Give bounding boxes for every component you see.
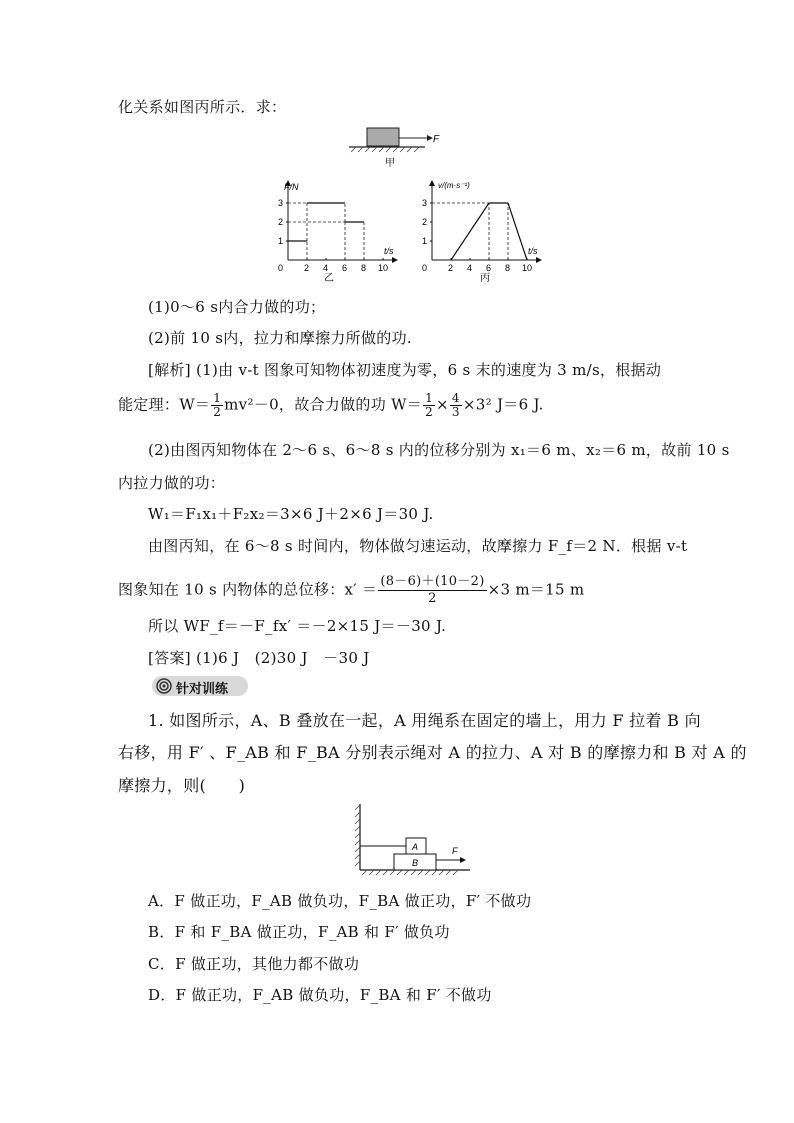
analysis-line-3: (2)由图丙知物体在 2～6 s、6～8 s 内的位移分别为 x₁＝6 m、x₂＝6 m，故前 10 s (148, 441, 730, 459)
figure-ab (346, 802, 476, 878)
y-tick-label: 1 (422, 236, 428, 246)
fraction-half-2: $\frac{1}{2}$ (425, 391, 434, 419)
x-tick-label: 0 (422, 263, 428, 273)
x-tick-label: 2 (448, 263, 454, 273)
x-tick-label: 2 (304, 263, 310, 273)
answer-text: (1)6 J (2)30 J －30 J (195, 649, 370, 667)
caption-yi: 乙 (324, 273, 334, 284)
problem-1-line-2: 右移，用 F′ 、F_AB 和 F_BA 分别表示绳对 A 的拉力、A 对 B 的摩擦力和 B 对 A 的 (118, 743, 747, 762)
chart-bing (412, 178, 552, 284)
x-tick-label: 6 (486, 263, 492, 273)
practice-badge-label: 针对训练 (176, 682, 229, 697)
practice-badge (152, 676, 248, 696)
y-axis-label: F/N (284, 182, 299, 192)
analysis-text-1: (1)由 v-t 图象可知物体初速度为零，6 s 末的速度为 3 m/s，根据动 (195, 361, 662, 379)
target-icon (156, 678, 172, 694)
y-tick-label: 1 (278, 236, 284, 246)
x-axis-label: t/s (384, 246, 394, 256)
analysis-line-4: 内拉力做的功： (118, 474, 226, 492)
fraction-displacement: $\frac{(8-6)+(10-2)}{2}$ (380, 574, 485, 606)
y-tick-label: 2 (278, 217, 284, 227)
ground-hatch (351, 147, 419, 152)
analysis-line-8: 所以 WF_f＝－F_fx′ ＝－2×15 J＝－30 J. (148, 617, 447, 635)
x-tick-label: 10 (522, 263, 533, 273)
x-axis-arrow (392, 257, 398, 263)
fraction-four-thirds: $\frac{4}{3}$ (451, 391, 460, 419)
x-tick-label: 4 (323, 263, 329, 273)
force-arrowhead (460, 857, 466, 863)
fraction-half: $\frac{1}{2}$ (213, 391, 222, 419)
analysis-line-2: 能定理：W＝ $\frac{1}{2}$ mv²－0，故合力做的功 W＝ $\frac{1}{2}$ × $\frac{4}{3}$ ×3² J＝6 J. (118, 391, 544, 419)
x-axis-label: t/s (528, 246, 538, 256)
figure-jia (345, 122, 445, 170)
label-b: B (412, 858, 419, 868)
answer-line (148, 647, 370, 668)
problem-1-line-1: 1. 如图所示，A、B 叠放在一起，A 用绳系在固定的墙上，用力 F 拉着 B 向 (148, 711, 701, 730)
wall-hatch (355, 805, 360, 866)
x-tick-label: 10 (378, 263, 389, 273)
analysis-line-6: 由图丙知，在 6～8 s 时间内，物体做匀速运动，故摩擦力 F_f＝2 N．根据 v-t (148, 537, 688, 555)
y-tick-label: 3 (422, 198, 428, 208)
block (367, 128, 399, 146)
question-1: (1)0～6 s内合力做的功； (148, 298, 326, 316)
series-segment (508, 203, 527, 260)
x-tick-label: 4 (467, 263, 473, 273)
option-b: B．F 和 F_BA 做正功，F_AB 和 F′ 做负功 (148, 923, 450, 941)
analysis-line-5: W₁＝F₁x₁＋F₂x₂＝3×6 J＋2×6 J＝30 J. (148, 505, 434, 523)
x-axis-arrow (536, 257, 542, 263)
chart-yi (268, 178, 408, 284)
x-tick-label: 0 (278, 263, 284, 273)
problem-1-line-3: 摩擦力，则( ) (118, 776, 246, 795)
y-tick-label: 2 (422, 217, 428, 227)
series-segment (451, 203, 489, 260)
y-axis-arrow (429, 180, 435, 186)
y-tick-label: 3 (278, 198, 284, 208)
y-axis-label: v/(m·s⁻¹) (438, 181, 470, 190)
x-tick-label: 8 (505, 263, 511, 273)
analysis-tag: [解析] (148, 361, 191, 379)
x-tick-label: 6 (342, 263, 348, 273)
question-2: (2)前 10 s内，拉力和摩擦力所做的功. (148, 329, 412, 347)
option-a: A．F 做正功，F_AB 做负功，F_BA 做正功，F′ 不做功 (148, 892, 532, 910)
force-label: F (452, 846, 458, 856)
force-label: F (433, 134, 440, 145)
caption-jia: 甲 (385, 158, 395, 169)
intro-text: 化关系如图丙所示．求： (118, 98, 287, 116)
analysis-line-7: 图象知在 10 s 内物体的总位移：x′ ＝ $\frac{(8-6)+(10-2)}{2}$ ×3 m＝15 m (118, 574, 585, 606)
x-tick-label: 8 (361, 263, 367, 273)
option-c: C．F 做正功，其他力都不做功 (148, 955, 360, 973)
analysis-line-1 (148, 359, 661, 380)
caption-bing: 丙 (480, 273, 490, 284)
label-a: A (412, 842, 419, 852)
option-d: D．F 做正功，F_AB 做负功，F_BA 和 F′ 不做功 (148, 986, 492, 1004)
floor-hatch (362, 870, 458, 875)
answer-tag: [答案] (148, 649, 191, 667)
